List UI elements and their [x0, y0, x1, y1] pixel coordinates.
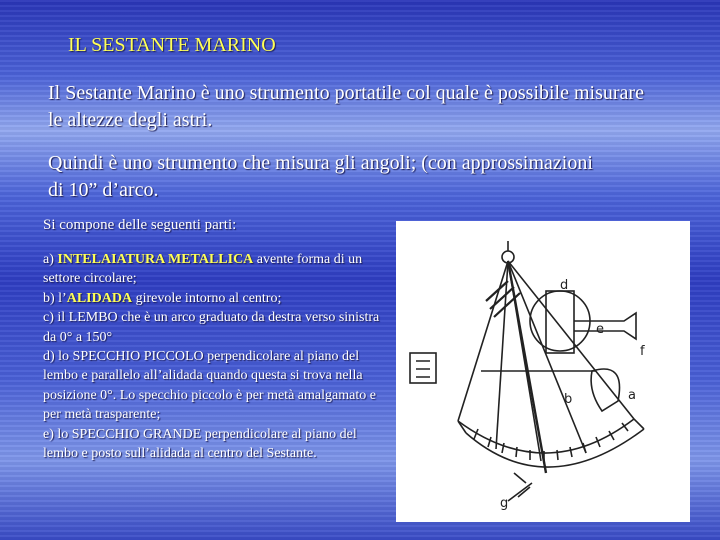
parts-intro: Si compone delle seguenti parti:	[43, 217, 237, 233]
part-a-highlight: INTELAIATURA METALLICA	[57, 252, 254, 267]
slide-title: IL SESTANTE MARINO	[68, 34, 276, 56]
part-a-prefix: a)	[43, 252, 58, 267]
part-b	[43, 289, 393, 308]
sextant-drawing	[396, 221, 690, 522]
part-c: c) il LEMBO che è un arco graduato da destra verso sinistra da 0° a 150°	[43, 310, 380, 345]
parts-section	[43, 216, 393, 463]
part-a	[43, 250, 393, 289]
part-b-prefix: b) l’	[43, 290, 67, 306]
part-e: e) lo SPECCHIO GRANDE perpendicolare al piano del lembo e posto sull’alidada al centro del Sestante.	[43, 426, 357, 462]
label-e: e	[596, 322, 604, 337]
part-b-text: girevole intorno al centro;	[132, 290, 282, 306]
parts-list	[43, 250, 393, 463]
intro-paragraph: Il Sestante Marino è uno strumento portatile col quale è possibile misurare le altezze degli astri.	[48, 82, 644, 131]
label-f: f	[640, 344, 645, 359]
sextant-diagram	[396, 221, 690, 522]
part-b-highlight: ALIDADA	[66, 290, 133, 306]
label-g: g	[500, 496, 509, 511]
label-a: a	[628, 388, 636, 403]
label-b: b	[564, 392, 573, 407]
part-a-text: avente forma di un settore circolare;	[43, 252, 363, 287]
angle-paragraph: Quindi è uno strumento che misura gli angoli; (con approssimazioni di 10” d’arco.	[48, 152, 593, 201]
part-d: d) lo SPECCHIO PICCOLO perpendicolare al piano del lembo e parallelo all’alidada quando questa si trova nella posizione 0°. Lo specchio piccolo è per metà amalgamato e per metà trasparente;	[43, 349, 376, 423]
label-d: d	[560, 278, 569, 293]
